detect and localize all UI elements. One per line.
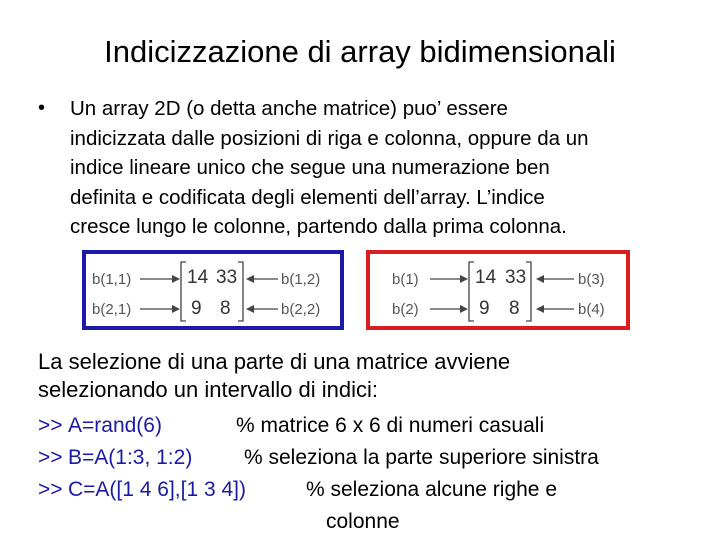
matrix-value: 9 <box>479 298 490 319</box>
matrix-value: 14 <box>187 267 209 288</box>
bullet-paragraph <box>38 94 698 242</box>
linear-index-diagram <box>370 254 626 326</box>
bullet-line: definita e codificata degli elementi dell’array. L’indice <box>70 185 545 209</box>
bullet-text <box>70 94 698 242</box>
label-b2: b(2) <box>392 301 419 318</box>
code-command: B=A(1:3, 1:2) <box>68 446 193 469</box>
bullet-line: indicizzata dalle posizioni di riga e colonna, oppure da un <box>70 126 589 150</box>
label-b4: b(4) <box>578 301 605 318</box>
arrow-left-icon <box>536 275 574 283</box>
bullet-line: cresce lungo le colonne, partendo dalla prima colonna. <box>70 215 567 238</box>
matrix-value: 33 <box>216 267 238 288</box>
bullet-dot-icon: • <box>38 97 46 119</box>
code-comment-continuation: colonne <box>326 510 400 533</box>
code-line <box>38 506 708 538</box>
label-b1: b(1) <box>392 271 419 288</box>
matrix-value: 14 <box>475 267 497 288</box>
code-command: A=rand(6) <box>68 414 162 437</box>
code-command: C=A([1 4 6],[1 3 4]) <box>68 478 247 501</box>
matrix-right-bracket <box>238 262 243 321</box>
bullet-line: indice lineare unico che segue una numerazione ben <box>70 156 550 179</box>
selection-paragraph <box>38 348 708 404</box>
code-line <box>38 410 708 442</box>
matrix-right-bracket <box>526 262 531 321</box>
arrow-right-icon <box>140 305 180 313</box>
subscript-index-diagram <box>86 254 340 326</box>
code-prompt: >> <box>38 478 63 501</box>
arrow-right-icon <box>430 275 468 283</box>
label-b3: b(3) <box>578 271 605 288</box>
code-comment: % matrice 6 x 6 di numeri casuali <box>236 414 545 437</box>
matrix-left-bracket <box>181 262 186 321</box>
label-b21: b(2,1) <box>92 301 132 318</box>
matrix-value: 8 <box>220 298 231 319</box>
code-prompt: >> <box>38 446 63 469</box>
code-prompt: >> <box>38 414 63 437</box>
matrix-value: 9 <box>191 298 202 319</box>
code-line <box>38 474 708 506</box>
code-examples <box>38 410 708 538</box>
slide-title: Indicizzazione di array bidimensionali <box>104 34 616 69</box>
arrow-right-icon <box>430 305 468 313</box>
label-b22: b(2,2) <box>281 301 321 318</box>
subscript-index-figure <box>82 250 344 330</box>
matrix-left-bracket <box>469 262 474 321</box>
selection-line: La selezione di una parte di una matrice avviene <box>38 349 511 374</box>
code-comment: % seleziona la parte superiore sinistra <box>244 446 599 469</box>
matrix-value: 33 <box>505 267 527 288</box>
arrow-left-icon <box>536 305 574 313</box>
code-comment: % seleziona alcune righe e <box>306 478 557 501</box>
arrow-left-icon <box>246 305 278 313</box>
code-line <box>38 442 708 474</box>
arrow-left-icon <box>246 275 278 283</box>
matrix-value: 8 <box>509 298 520 319</box>
arrow-right-icon <box>140 275 180 283</box>
bullet-line: Un array 2D (o detta anche matrice) puo’ essere <box>70 97 508 120</box>
linear-index-figure <box>366 250 630 330</box>
label-b12: b(1,2) <box>281 271 321 288</box>
selection-line: selezionando un intervallo di indici: <box>38 377 378 402</box>
label-b11: b(1,1) <box>92 271 132 288</box>
